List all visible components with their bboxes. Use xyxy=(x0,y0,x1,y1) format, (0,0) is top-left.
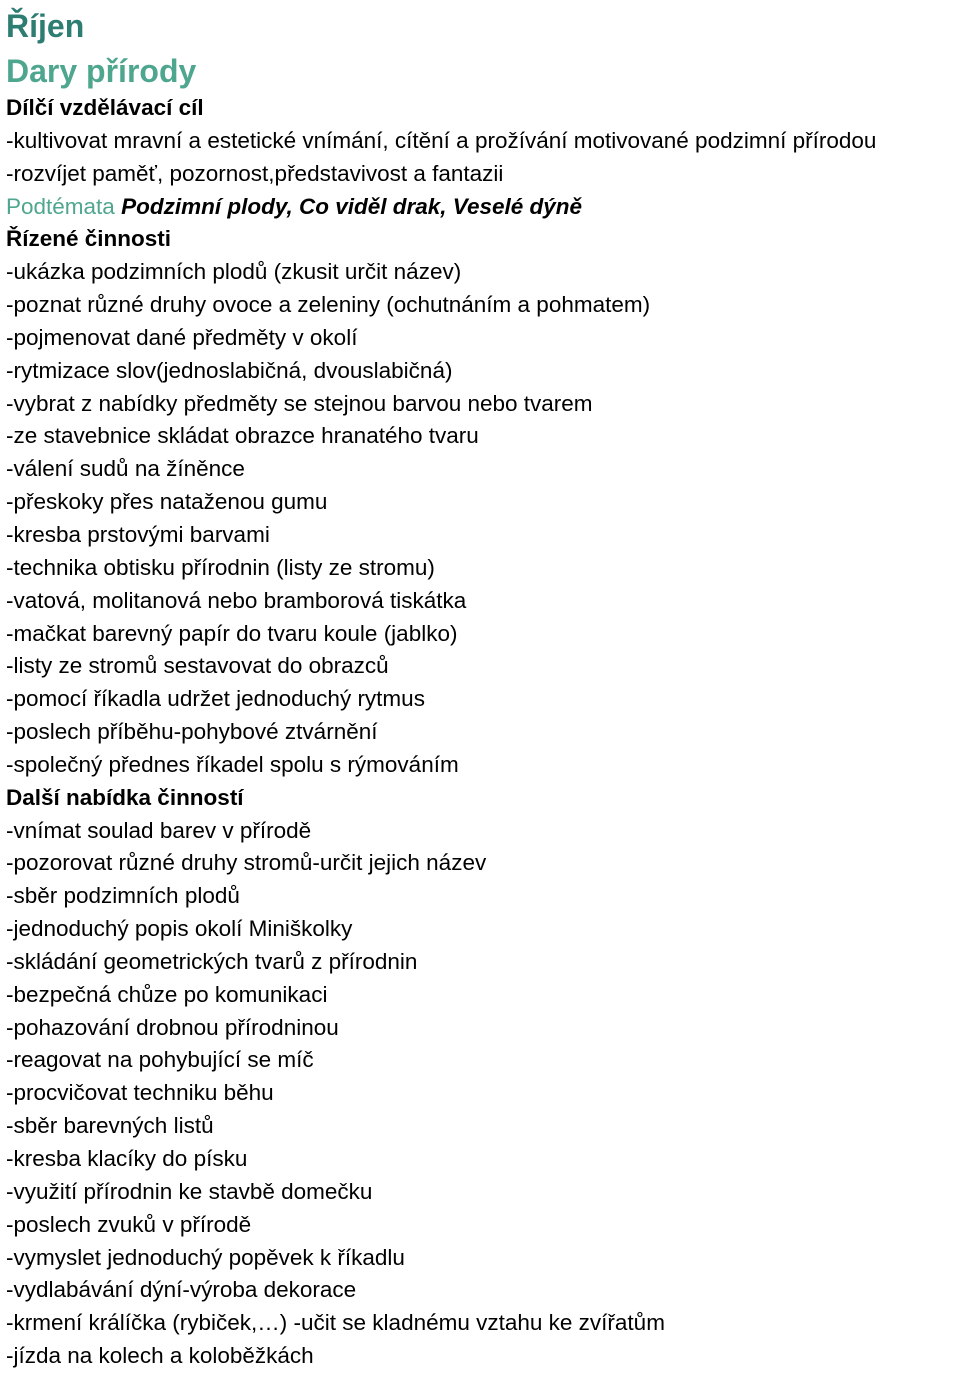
guided-item: -pojmenovat dané předměty v okolí xyxy=(6,324,358,350)
guided-heading: Řízené činnosti xyxy=(6,226,172,252)
other-item: -krmení králíčka (rybiček,…) -učit se kladnému vztahu ke zvířatům xyxy=(6,1310,665,1336)
other-item: -procvičovat techniku běhu xyxy=(6,1080,274,1106)
other-item: -reagovat na pohybující se míč xyxy=(6,1047,314,1073)
other-item: -poslech zvuků v přírodě xyxy=(6,1211,252,1237)
guided-item: -vybrat z nabídky předměty se stejnou barvou nebo tvarem xyxy=(6,390,593,416)
guided-item: -společný přednes říkadel spolu s rýmováním xyxy=(6,751,459,777)
guided-item: -ukázka podzimních plodů (zkusit určit název) xyxy=(6,259,462,285)
other-item: -kresba klacíky do písku xyxy=(6,1146,248,1171)
guided-item: -kresba prstovými barvami xyxy=(6,521,270,547)
guided-item: -vatová, molitanová nebo bramborová tiskátka xyxy=(6,587,467,613)
guided-item: -ze stavebnice skládat obrazce hranatého tvaru xyxy=(6,423,479,449)
content-lines xyxy=(6,92,960,1373)
other-item: -vydlabávání dýní-výroba dekorace xyxy=(6,1277,357,1303)
guided-item: -mačkat barevný papír do tvaru koule (jablko) xyxy=(6,620,458,646)
other-item: -využití přírodnin ke stavbě domečku xyxy=(6,1178,373,1204)
guided-item: -listy ze stromů sestavovat do obrazců xyxy=(6,653,389,679)
goal-item: -kultivovat mravní a estetické vnímání, cítění a prožívání motivované podzimní přírodou xyxy=(6,127,877,153)
goal-item: -rozvíjet paměť, pozornost,představivost a fantazii xyxy=(6,160,504,186)
other-item: -jízda na kolech a koloběžkách xyxy=(6,1343,314,1369)
theme-title: Dary přírody xyxy=(6,53,197,89)
subtopics-value: Podzimní plody, Co viděl drak, Veselé dýně xyxy=(121,193,583,219)
goal-heading: Dílčí vzdělávací cíl xyxy=(6,95,204,120)
other-item: -skládání geometrických tvarů z přírodnin xyxy=(6,948,418,974)
subtopics-label: Podtémata xyxy=(6,193,115,219)
other-item: -vnímat soulad barev v přírodě xyxy=(6,817,312,843)
subtopics-row xyxy=(6,191,960,224)
other-item: -sběr podzimních plodů xyxy=(6,883,240,909)
guided-item: -poznat různé druhy ovoce a zeleniny (ochutnáním a pohmatem) xyxy=(6,292,651,318)
other-item: -sběr barevných listů xyxy=(6,1113,214,1139)
other-item: -pohazování drobnou přírodninou xyxy=(6,1014,339,1040)
other-item: -vymyslet jednoduchý popěvek k říkadlu xyxy=(6,1244,405,1270)
guided-item: -přeskoky přes nataženou gumu xyxy=(6,489,328,515)
month-title: Říjen xyxy=(6,8,85,44)
guided-item: -rytmizace slov(jednoslabičná, dvouslabičná) xyxy=(6,357,453,383)
guided-item: -pomocí říkadla udržet jednoduchý rytmus xyxy=(6,686,425,712)
other-item: -bezpečná chůze po komunikaci xyxy=(6,981,328,1007)
guided-item: -válení sudů na žíněnce xyxy=(6,456,245,482)
other-heading: Další nabídka činností xyxy=(6,784,244,810)
guided-item: -technika obtisku přírodnin (listy ze stromu) xyxy=(6,554,435,580)
guided-item: -poslech příběhu-pohybové ztvárnění xyxy=(6,719,378,745)
other-item: -jednoduchý popis okolí Miniškolky xyxy=(6,916,353,942)
other-item: -pozorovat různé druhy stromů-určit jejich název xyxy=(6,850,487,876)
